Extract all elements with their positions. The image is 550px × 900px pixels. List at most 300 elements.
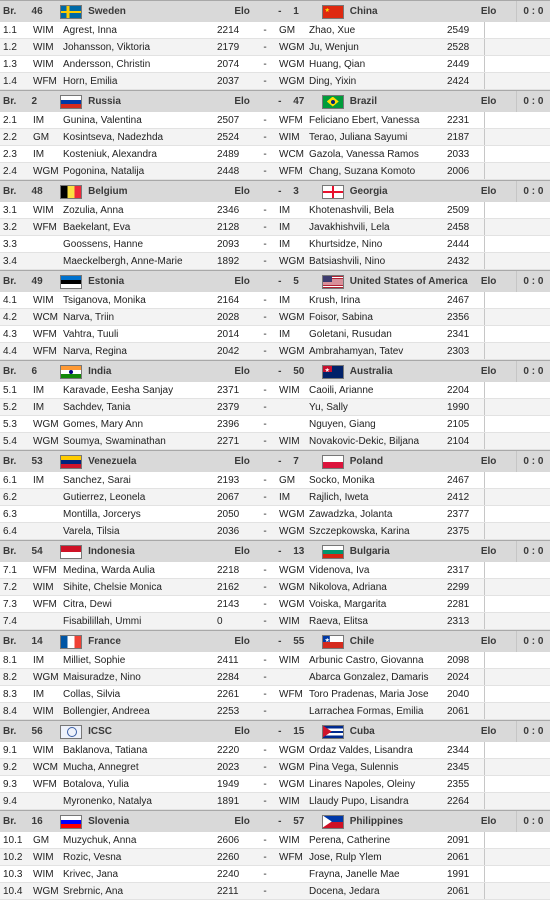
player2-elo: 2313: [447, 615, 470, 627]
player2-name[interactable]: Raeva, Elitsa: [309, 615, 368, 627]
team2-name[interactable]: Cuba: [349, 726, 375, 737]
board-result: [484, 22, 520, 38]
player1-elo: 2524: [217, 131, 240, 143]
player2-title: WGM: [279, 761, 305, 773]
team2-number: 57: [293, 816, 305, 827]
team2-cell[interactable]: [319, 275, 478, 289]
board-result: [484, 506, 520, 522]
player1-name[interactable]: Baklanova, Tatiana: [63, 744, 148, 756]
player1-title: WCM: [33, 761, 58, 773]
player1-name[interactable]: Maeckelbergh, Anne-Marie: [63, 255, 183, 267]
match-header: [0, 630, 550, 652]
player2-name[interactable]: Gazola, Vanessa Ramos: [309, 148, 419, 160]
player2-elo: 2432: [447, 255, 470, 267]
board-number: 6.4: [3, 525, 17, 537]
versus-dash: -: [263, 744, 267, 756]
elo-column-label: Elo: [234, 186, 250, 197]
board-result: [484, 596, 520, 612]
player2-name[interactable]: Perena, Catherine: [309, 834, 391, 846]
versus-dash: -: [263, 834, 267, 846]
player2-elo: 2458: [447, 221, 470, 233]
player1-elo: 2220: [217, 744, 240, 756]
player1-title: WIM: [33, 294, 54, 306]
versus-dash: -: [263, 24, 267, 36]
player1-name[interactable]: Gutierrez, Leonela: [63, 491, 146, 503]
versus-dash: -: [263, 435, 267, 447]
player1-name[interactable]: Narva, Triin: [63, 311, 115, 323]
match-result: 0 : 0: [516, 361, 550, 382]
player2-elo: 2033: [447, 148, 470, 160]
player1-name[interactable]: Maisuradze, Nino: [63, 671, 141, 683]
board-column-label: Br.: [3, 456, 17, 467]
player2-name[interactable]: Yu, Sally: [309, 401, 348, 413]
player2-title: WGM: [279, 58, 305, 70]
board-result: [484, 433, 520, 449]
elo-column-label: Elo: [234, 366, 250, 377]
player2-name[interactable]: Toro Pradenas, Maria Jose: [309, 688, 429, 700]
board-row: [0, 129, 550, 146]
team1-name[interactable]: Estonia: [88, 276, 125, 287]
player1-name[interactable]: Goossens, Hanne: [63, 238, 144, 250]
player1-name[interactable]: Zozulia, Anna: [63, 204, 124, 216]
board-number: 4.4: [3, 345, 17, 357]
player1-elo: 2448: [217, 165, 240, 177]
team1-cell[interactable]: [57, 365, 231, 379]
team1-cell[interactable]: [57, 545, 231, 559]
player1-title: WGM: [33, 418, 59, 430]
player2-title: WFM: [279, 165, 303, 177]
team1-number: 2: [31, 96, 38, 107]
player2-name[interactable]: Szczepkowska, Karina: [309, 525, 410, 537]
match-block: [0, 90, 550, 180]
player1-elo: 2179: [217, 41, 240, 53]
match-result: 0 : 0: [516, 91, 550, 112]
player1-name[interactable]: Horn, Emilia: [63, 75, 118, 87]
player1-elo: 2067: [217, 491, 240, 503]
board-result: [484, 883, 520, 899]
player2-title: IM: [279, 294, 291, 306]
board-row: [0, 506, 550, 523]
team1-cell[interactable]: [57, 455, 231, 469]
player2-name[interactable]: Khotenashvili, Bela: [309, 204, 395, 216]
player2-title: WIM: [279, 615, 300, 627]
board-result: [484, 579, 520, 595]
team1-cell[interactable]: [57, 815, 231, 829]
player1-elo: 2164: [217, 294, 240, 306]
player1-name[interactable]: Sachdev, Tania: [63, 401, 131, 413]
board-column-label: Br.: [3, 816, 17, 827]
player2-name[interactable]: Arbunic Castro, Giovanna: [309, 654, 424, 666]
elo-column-label: Elo: [480, 816, 497, 827]
player2-title: WGM: [279, 525, 305, 537]
board-number: 4.3: [3, 328, 17, 340]
player1-title: IM: [33, 474, 45, 486]
team1-name[interactable]: Belgium: [88, 186, 128, 197]
player2-name[interactable]: Novakovic-Dekic, Biljana: [309, 435, 420, 447]
board-number: 2.1: [3, 114, 17, 126]
player2-title: IM: [279, 238, 291, 250]
board-row: [0, 883, 550, 900]
player2-name[interactable]: Jose, Rulp Ylem: [309, 851, 382, 863]
versus-dash: -: [263, 221, 267, 233]
player2-name[interactable]: Linares Napoles, Oleiny: [309, 778, 416, 790]
estonia-flag-icon: [60, 275, 82, 289]
player2-name[interactable]: Javakhishvili, Lela: [309, 221, 390, 233]
player2-name[interactable]: Ordaz Valdes, Lisandra: [309, 744, 413, 756]
team1-cell[interactable]: [57, 185, 231, 199]
player2-name[interactable]: Foisor, Sabina: [309, 311, 373, 323]
player1-title: IM: [33, 114, 45, 126]
player1-name[interactable]: Tsiganova, Monika: [63, 294, 146, 306]
player2-name[interactable]: Feliciano Ebert, Vanessa: [309, 114, 420, 126]
player2-title: WFM: [279, 114, 303, 126]
player2-name[interactable]: Frayna, Janelle Mae: [309, 868, 400, 880]
board-result: [484, 652, 520, 668]
match-result: 0 : 0: [516, 1, 550, 22]
player1-title: WCM: [33, 311, 58, 323]
player2-name[interactable]: Socko, Monika: [309, 474, 375, 486]
board-number: 1.2: [3, 41, 17, 53]
team1-cell[interactable]: [57, 95, 231, 109]
player1-name[interactable]: Kosteniuk, Alexandra: [63, 148, 157, 160]
versus-dash: -: [263, 868, 267, 880]
team1-cell[interactable]: [57, 635, 231, 649]
team2-cell[interactable]: [319, 95, 478, 109]
player1-name[interactable]: Bollengier, Andreea: [63, 705, 150, 717]
board-result: [484, 202, 520, 218]
board-result: [484, 703, 520, 719]
player1-name[interactable]: Medina, Warda Aulia: [63, 564, 155, 576]
player2-name[interactable]: Chang, Suzana Komoto: [309, 165, 416, 177]
team1-cell[interactable]: [57, 5, 231, 19]
player2-name[interactable]: Zawadzka, Jolanta: [309, 508, 393, 520]
match-header: [0, 0, 550, 22]
board-number: 10.1: [3, 834, 23, 846]
player1-elo: 2240: [217, 868, 240, 880]
team2-name[interactable]: Chile: [349, 636, 375, 647]
player1-name[interactable]: Soumya, Swaminathan: [63, 435, 166, 447]
board-number: 6.3: [3, 508, 17, 520]
board-row: [0, 326, 550, 343]
player1-name[interactable]: Botalova, Yulia: [63, 778, 129, 790]
player2-name[interactable]: Krush, Irina: [309, 294, 361, 306]
player1-name[interactable]: Johansson, Viktoria: [63, 41, 151, 53]
player1-name[interactable]: Sihite, Chelsie Monica: [63, 581, 162, 593]
player1-title: WIM: [33, 204, 54, 216]
elo-column-label: Elo: [234, 276, 250, 287]
player1-title: WFM: [33, 75, 57, 87]
player2-name[interactable]: Zhao, Xue: [309, 24, 356, 36]
player1-elo: 2023: [217, 761, 240, 773]
board-number: 8.3: [3, 688, 17, 700]
player2-title: WFM: [279, 688, 303, 700]
player1-title: WIM: [33, 744, 54, 756]
player1-title: WGM: [33, 885, 59, 897]
board-row: [0, 669, 550, 686]
elo-column-label: Elo: [234, 816, 250, 827]
player2-title: WIM: [279, 795, 300, 807]
versus-dash: -: [263, 255, 267, 267]
team2-name[interactable]: Australia: [349, 366, 393, 377]
player1-name[interactable]: Myronenko, Natalya: [63, 795, 152, 807]
player1-name[interactable]: Milliet, Sophie: [63, 654, 126, 666]
player1-elo: 2014: [217, 328, 240, 340]
team1-cell[interactable]: [57, 725, 231, 739]
versus-dash: -: [278, 546, 282, 557]
player1-name[interactable]: Muzychuk, Anna: [63, 834, 137, 846]
versus-dash: -: [263, 671, 267, 683]
board-result: [484, 219, 520, 235]
team2-name[interactable]: China: [349, 6, 378, 17]
board-number: 9.4: [3, 795, 17, 807]
board-row: [0, 73, 550, 90]
player1-title: WFM: [33, 778, 57, 790]
india-flag-icon: [60, 365, 82, 379]
player1-elo: 2218: [217, 564, 240, 576]
team1-name[interactable]: India: [88, 366, 112, 377]
board-number: 8.4: [3, 705, 17, 717]
board-number: 3.3: [3, 238, 17, 250]
team2-cell[interactable]: [319, 635, 478, 649]
team2-cell[interactable]: [319, 5, 478, 19]
elo-column-label: Elo: [480, 636, 497, 647]
elo-column-label: Elo: [480, 456, 497, 467]
team1-name[interactable]: France: [88, 636, 121, 647]
player2-name[interactable]: Nguyen, Giang: [309, 418, 376, 430]
player1-name[interactable]: Narva, Regina: [63, 345, 127, 357]
elo-column-label: Elo: [234, 456, 250, 467]
elo-column-label: Elo: [234, 726, 250, 737]
player1-elo: 2211: [217, 885, 239, 897]
player2-name[interactable]: Larrachea Formas, Emilia: [309, 705, 424, 717]
player2-name[interactable]: Rajlich, Iweta: [309, 491, 369, 503]
player1-title: WIM: [33, 868, 54, 880]
team2-name[interactable]: Brazil: [349, 96, 377, 107]
player2-name[interactable]: Ju, Wenjun: [309, 41, 359, 53]
player1-title: WIM: [33, 41, 54, 53]
player1-name[interactable]: Rozic, Vesna: [63, 851, 122, 863]
player1-name[interactable]: Montilla, Jorcerys: [63, 508, 141, 520]
player1-elo: 2379: [217, 401, 240, 413]
board-row: [0, 703, 550, 720]
player1-name[interactable]: Srebrnic, Ana: [63, 885, 124, 897]
board-result: [484, 742, 520, 758]
player2-title: WGM: [279, 581, 305, 593]
team2-number: 50: [293, 366, 305, 377]
icsc-flag-icon: [60, 725, 82, 739]
board-row: [0, 489, 550, 506]
player1-elo: 2284: [217, 671, 240, 683]
board-result: [484, 112, 520, 128]
player1-name[interactable]: Collas, Silvia: [63, 688, 121, 700]
player2-elo: 1991: [447, 868, 470, 880]
board-number: 4.1: [3, 294, 17, 306]
player1-name[interactable]: Kosintseva, Nadezhda: [63, 131, 164, 143]
match-header: [0, 720, 550, 742]
board-column-label: Br.: [3, 6, 17, 17]
player2-name[interactable]: Nikolova, Adriana: [309, 581, 387, 593]
player1-elo: 2036: [217, 525, 240, 537]
player2-title: WIM: [279, 384, 300, 396]
team2-cell[interactable]: [319, 545, 478, 559]
player2-title: WIM: [279, 435, 300, 447]
versus-dash: -: [278, 186, 282, 197]
versus-dash: -: [278, 726, 282, 737]
team1-name[interactable]: Russia: [88, 96, 121, 107]
board-number: 7.1: [3, 564, 17, 576]
player2-name[interactable]: Batsiashvili, Nino: [309, 255, 386, 267]
player2-name[interactable]: Llaudy Pupo, Lisandra: [309, 795, 409, 807]
player1-title: IM: [33, 148, 45, 160]
versus-dash: -: [278, 6, 282, 17]
team2-cell[interactable]: [319, 815, 478, 829]
team2-name[interactable]: Poland: [349, 456, 384, 467]
player1-name[interactable]: Gunina, Valentina: [63, 114, 142, 126]
player2-name[interactable]: Abarca Gonzalez, Damaris: [309, 671, 429, 683]
player1-title: WIM: [33, 58, 54, 70]
player1-name[interactable]: Citra, Dewi: [63, 598, 112, 610]
bulgaria-flag-icon: [322, 545, 344, 559]
player1-name[interactable]: Sanchez, Sarai: [63, 474, 131, 486]
player1-title: GM: [33, 834, 50, 846]
player2-name[interactable]: Docena, Jedara: [309, 885, 380, 897]
player1-name[interactable]: Varela, Tilsia: [63, 525, 120, 537]
team1-number: 56: [31, 726, 43, 737]
player2-title: WGM: [279, 598, 305, 610]
board-number: 7.4: [3, 615, 17, 627]
versus-dash: -: [263, 165, 267, 177]
player2-name[interactable]: Goletani, Rusudan: [309, 328, 392, 340]
board-result: [484, 523, 520, 539]
player2-name[interactable]: Caoili, Arianne: [309, 384, 374, 396]
team2-cell[interactable]: [319, 455, 478, 469]
team2-cell[interactable]: [319, 365, 478, 379]
match-block: [0, 270, 550, 360]
player1-name[interactable]: Agrest, Inna: [63, 24, 117, 36]
board-number: 1.3: [3, 58, 17, 70]
team2-name[interactable]: Georgia: [349, 186, 388, 197]
versus-dash: -: [278, 276, 282, 287]
team1-name[interactable]: Slovenia: [88, 816, 130, 827]
player2-name[interactable]: Khurtsidze, Nino: [309, 238, 383, 250]
player2-elo: 2024: [447, 671, 470, 683]
elo-column-label: Elo: [480, 276, 497, 287]
player2-name[interactable]: Videnova, Iva: [309, 564, 370, 576]
versus-dash: -: [263, 148, 267, 160]
board-row: [0, 202, 550, 219]
player2-title: WCM: [279, 148, 304, 160]
player1-title: IM: [33, 654, 45, 666]
player1-name[interactable]: Andersson, Christin: [63, 58, 151, 70]
player1-elo: 2028: [217, 311, 240, 323]
board-number: 2.4: [3, 165, 17, 177]
team2-cell[interactable]: [319, 725, 478, 739]
player2-name[interactable]: Ambrahamyan, Tatev: [309, 345, 404, 357]
france-flag-icon: [60, 635, 82, 649]
player1-elo: 2128: [217, 221, 240, 233]
team2-name[interactable]: Philippines: [349, 816, 404, 827]
team1-cell[interactable]: [57, 275, 231, 289]
player2-title: WIM: [279, 131, 300, 143]
team2-name[interactable]: Bulgaria: [349, 546, 390, 557]
board-row: [0, 759, 550, 776]
board-result: [484, 472, 520, 488]
player2-name[interactable]: Pina Vega, Sulennis: [309, 761, 399, 773]
match-block: [0, 180, 550, 270]
team1-number: 53: [31, 456, 43, 467]
player1-elo: 2396: [217, 418, 240, 430]
match-result: 0 : 0: [516, 721, 550, 742]
match-header: [0, 810, 550, 832]
player1-elo: 0: [217, 615, 223, 627]
player2-name[interactable]: Ding, Yixin: [309, 75, 357, 87]
team2-cell[interactable]: [319, 185, 478, 199]
board-result: [484, 416, 520, 432]
team1-name[interactable]: Venezuela: [88, 456, 137, 467]
player2-name[interactable]: Terao, Juliana Sayumi: [309, 131, 408, 143]
player2-title: WGM: [279, 778, 305, 790]
player2-name[interactable]: Huang, Qian: [309, 58, 366, 70]
board-row: [0, 866, 550, 883]
elo-column-label: Elo: [480, 186, 497, 197]
match-result: 0 : 0: [516, 811, 550, 832]
player2-elo: 2061: [447, 705, 470, 717]
match-block: [0, 720, 550, 810]
board-column-label: Br.: [3, 186, 17, 197]
board-result: [484, 73, 520, 89]
team1-name[interactable]: ICSC: [88, 726, 112, 737]
versus-dash: -: [263, 384, 267, 396]
team2-name[interactable]: United States of America: [349, 276, 468, 287]
player1-elo: 1949: [217, 778, 240, 790]
player1-title: WFM: [33, 345, 57, 357]
player1-name[interactable]: Fisabilillah, Ummi: [63, 615, 142, 627]
versus-dash: -: [263, 885, 267, 897]
player2-elo: 2317: [447, 564, 470, 576]
board-row: [0, 22, 550, 39]
player1-name[interactable]: Vahtra, Tuuli: [63, 328, 119, 340]
board-row: [0, 793, 550, 810]
player1-name[interactable]: Mucha, Annegret: [63, 761, 139, 773]
player1-name[interactable]: Gomes, Mary Ann: [63, 418, 144, 430]
player2-elo: 2449: [447, 58, 470, 70]
player1-name[interactable]: Krivec, Jana: [63, 868, 119, 880]
player2-title: IM: [279, 491, 291, 503]
board-result: [484, 759, 520, 775]
versus-dash: -: [263, 328, 267, 340]
versus-dash: -: [263, 615, 267, 627]
board-row: [0, 39, 550, 56]
versus-dash: -: [263, 131, 267, 143]
player2-elo: 2345: [447, 761, 470, 773]
board-result: [484, 613, 520, 629]
board-number: 9.1: [3, 744, 17, 756]
player2-title: WGM: [279, 345, 305, 357]
player1-name[interactable]: Karavade, Eesha Sanjay: [63, 384, 174, 396]
player2-name[interactable]: Voiska, Margarita: [309, 598, 387, 610]
board-result: [484, 129, 520, 145]
player2-elo: 2344: [447, 744, 470, 756]
team1-name[interactable]: Sweden: [88, 6, 126, 17]
player1-title: WIM: [33, 24, 54, 36]
player1-name[interactable]: Pogonina, Natalija: [63, 165, 145, 177]
board-row: [0, 579, 550, 596]
player1-name[interactable]: Baekelant, Eva: [63, 221, 131, 233]
china-flag-icon: [322, 5, 344, 19]
team1-name[interactable]: Indonesia: [88, 546, 135, 557]
board-row: [0, 849, 550, 866]
versus-dash: -: [263, 705, 267, 717]
